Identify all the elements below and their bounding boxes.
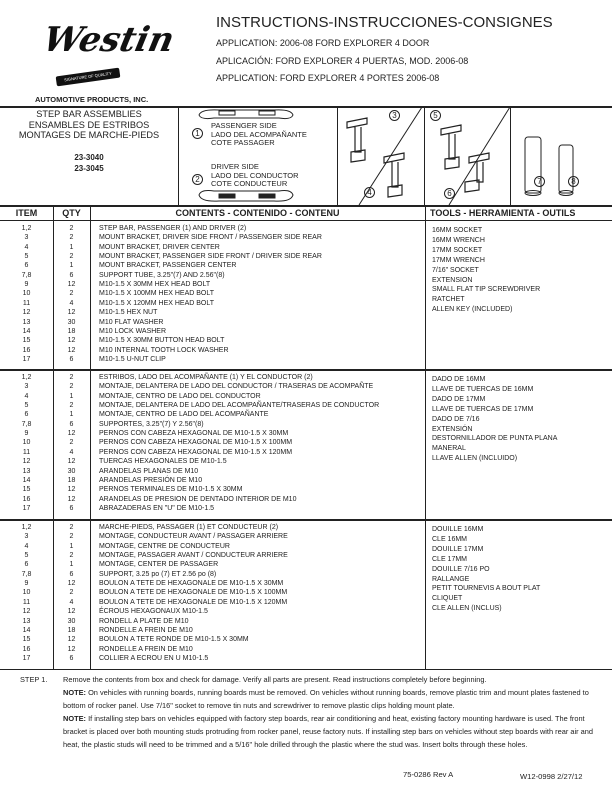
driver-side-label [211, 163, 299, 189]
item-description: M10-1.5 U-NUT CLIP [99, 355, 166, 363]
item-number: 10 [22, 290, 31, 298]
table-row [0, 253, 612, 262]
tool-item: MANERAL [432, 445, 466, 453]
item-qty: 12 [67, 430, 76, 438]
step-1-text [63, 673, 608, 751]
item-number: 10 [22, 439, 31, 447]
item-number: 4 [24, 392, 29, 400]
item-description: MONTAGE, PASSAGER AVANT / CONDUCTEUR ARRIERE [99, 552, 288, 560]
doc-code-date: W12-0998 2/27/12 [520, 772, 583, 781]
item-number: 16 [22, 346, 31, 354]
item-qty: 12 [67, 346, 76, 354]
item-number: 13 [22, 318, 31, 326]
item-description: RONDELL A PLATE DE M10 [99, 617, 189, 625]
item-number: 6 [24, 561, 29, 569]
item-qty: 1 [69, 392, 74, 400]
item-number: 1,2 [21, 225, 32, 232]
part-number: 23-3045 [74, 164, 104, 173]
tool-item: EXTENSIÓN [432, 425, 473, 433]
item-qty: 12 [67, 281, 76, 289]
item-description: MONTAJE, DELANTERA DE LADO DEL CONDUCTOR / TRASERAS DE ACOMPAÑTE [99, 383, 374, 391]
header-item: ITEM [15, 208, 38, 218]
assembly-name-fr: MONTAGES DE MARCHE-PIEDS [18, 130, 160, 140]
item-number: 9 [24, 580, 29, 588]
item-qty: 4 [69, 448, 74, 456]
item-number: 7,8 [21, 570, 32, 578]
application-en: APPLICATION: 2006-08 FORD EXPLORER 4 DOOR [216, 38, 430, 48]
item-description: MONTAJE, CENTRO DE LADO DEL CONDUCTOR [99, 392, 261, 400]
item-description: ESTRIBOS, LADO DEL ACOMPAÑANTE (1) Y EL CONDUCTOR (2) [99, 374, 313, 381]
table-row [0, 561, 612, 570]
tool-item: CLE ALLEN (INCLUS) [432, 605, 502, 613]
tool-item: 16MM WRENCH [432, 236, 485, 244]
callout-7: 7 [534, 176, 545, 187]
item-qty: 12 [67, 636, 76, 644]
item-description: RONDELLE A FREIN DE M10 [99, 645, 193, 653]
header-tools: TOOLS - HERRAMIENTA - OUTILS [430, 208, 576, 218]
item-qty: 30 [67, 617, 76, 625]
item-qty: 4 [69, 598, 74, 606]
label-en: DRIVER SIDE [211, 162, 259, 171]
tool-item: DADO DE 7/16 [432, 415, 480, 423]
item-description: MARCHE-PIEDS, PASSAGER (1) ET CONDUCTEUR (2) [99, 524, 279, 531]
item-qty: 1 [69, 561, 74, 569]
item-qty: 2 [69, 234, 74, 242]
item-number: 14 [22, 626, 31, 634]
table-row [0, 646, 612, 655]
item-qty: 12 [67, 495, 76, 503]
item-number: 14 [22, 327, 31, 335]
item-number: 5 [24, 552, 29, 560]
step-label: STEP 1. [20, 675, 48, 684]
item-number: 7,8 [21, 271, 32, 279]
table-row [0, 524, 612, 533]
item-description: BOULON A TETE DE HEXAGONALE DE M10-1.5 X 120MM [99, 598, 288, 606]
tool-item: CLE 16MM [432, 535, 468, 543]
item-qty: 6 [69, 654, 74, 662]
item-description: M10-1.5 X 120MM HEX HEAD BOLT [99, 299, 215, 307]
item-description: MOUNT BRACKET, DRIVER CENTER [99, 243, 220, 251]
item-qty: 2 [69, 524, 74, 531]
item-number: 9 [24, 281, 29, 289]
item-number: 11 [22, 598, 31, 606]
callout-6: 6 [444, 188, 455, 199]
item-description: ARANDELAS PRESIÓN DE M10 [99, 476, 203, 484]
tool-item: 17MM SOCKET [432, 246, 483, 254]
assembly-names [0, 109, 178, 141]
item-qty: 12 [67, 309, 76, 317]
item-number: 10 [22, 589, 31, 597]
note-1 [63, 686, 608, 712]
label-en: PASSENGER SIDE [211, 121, 277, 130]
label-es: LADO DEL CONDUCTOR [211, 170, 299, 180]
item-number: 11 [22, 299, 31, 307]
item-qty: 1 [69, 542, 74, 550]
divider [0, 519, 612, 521]
item-qty: 1 [69, 262, 74, 270]
item-qty: 18 [67, 476, 76, 484]
item-qty: 30 [67, 467, 76, 475]
item-description: MOUNT BRACKET, PASSENGER CENTER [99, 262, 237, 270]
label-fr: COTE CONDUCTEUR [211, 179, 288, 188]
part-numbers [0, 152, 178, 174]
tool-item: PETIT TOURNEVIS A BOUT PLAT [432, 585, 541, 593]
item-description: MOUNT BRACKET, PASSENGER SIDE FRONT / DRIVER SIDE REAR [99, 253, 322, 261]
tool-item: CLIQUET [432, 595, 463, 603]
table-row [0, 319, 612, 328]
item-description: SUPPORT, 3.25 po (7) ET 2.56 po (8) [99, 570, 217, 578]
item-description: MOUNT BRACKET, DRIVER SIDE FRONT / PASSENGER SIDE REAR [99, 234, 322, 242]
callout-5: 5 [430, 110, 441, 121]
item-qty: 18 [67, 626, 76, 634]
item-description: PERNOS CON CABEZA HEXAGONAL DE M10-1.5 X 100MM [99, 439, 293, 447]
header-qty: QTY [62, 208, 81, 218]
item-qty: 2 [69, 290, 74, 298]
item-number: 16 [22, 495, 31, 503]
tool-item: DADO DE 17MM [432, 395, 486, 403]
item-number: 6 [24, 411, 29, 419]
callout-2: 2 [192, 174, 203, 185]
item-number: 4 [24, 243, 29, 251]
table-row [0, 655, 612, 664]
table-row [0, 244, 612, 253]
item-qty: 6 [69, 355, 74, 363]
passenger-side-label [211, 122, 307, 148]
tool-item: DESTORNILLADOR DE PUNTA PLANA [432, 435, 558, 443]
item-description: ARANDELAS PLANAS DE M10 [99, 467, 199, 475]
item-description: COLLIER A ECROU EN U M10-1.5 [99, 654, 209, 662]
divider [0, 205, 612, 207]
item-description: STEP BAR, PASSENGER (1) AND DRIVER (2) [99, 225, 247, 232]
item-description: PERNOS TERMINALES DE M10-1.5 X 30MM [99, 486, 243, 494]
item-description: RONDELLE A FREIN DE M10 [99, 626, 193, 634]
divider [0, 669, 612, 670]
divider [0, 369, 612, 371]
item-description: MONTAGE, CENTRE DE CONDUCTEUR [99, 542, 230, 550]
item-qty: 12 [67, 580, 76, 588]
table-row [0, 374, 612, 383]
item-number: 3 [24, 383, 29, 391]
part-number: 23-3040 [74, 153, 104, 162]
callout-8: 8 [568, 176, 579, 187]
table-row [0, 262, 612, 271]
item-qty: 12 [67, 645, 76, 653]
item-number: 3 [24, 533, 29, 541]
tool-item: SMALL FLAT TIP SCREWDRIVER [432, 286, 541, 294]
label-fr: COTE PASSAGER [211, 138, 275, 147]
item-qty: 2 [69, 533, 74, 541]
item-description: M10 INTERNAL TOOTH LOCK WASHER [99, 346, 229, 354]
company-name: AUTOMOTIVE PRODUCTS, INC. [35, 95, 149, 104]
table-row [0, 337, 612, 346]
tool-item: 17MM WRENCH [432, 256, 485, 264]
item-qty: 2 [69, 374, 74, 381]
item-description: M10-1.5 HEX NUT [99, 309, 158, 317]
item-description: PERNOS CON CABEZA HEXAGONAL DE M10-1.5 X 30MM [99, 430, 289, 438]
item-qty: 12 [67, 337, 76, 345]
item-description: MONTAGE, CONDUCTEUR AVANT / PASSAGER ARRIERE [99, 533, 288, 541]
table-row [0, 552, 612, 561]
item-qty: 6 [69, 420, 74, 428]
item-qty: 12 [67, 458, 76, 466]
item-description: M10-1.5 X 100MM HEX HEAD BOLT [99, 290, 215, 298]
item-number: 4 [24, 542, 29, 550]
table-row [0, 458, 612, 467]
document-title: INSTRUCTIONS-INSTRUCCIONES-CONSIGNES [216, 14, 553, 31]
tool-item: 7/16" SOCKET [432, 266, 479, 274]
item-number: 5 [24, 253, 29, 261]
table-row [0, 347, 612, 356]
tool-item: CLE 17MM [432, 555, 468, 563]
label-es: LADO DEL ACOMPAÑANTE [211, 129, 307, 139]
table-row [0, 571, 612, 580]
item-number: 9 [24, 430, 29, 438]
item-number: 3 [24, 234, 29, 242]
item-qty: 2 [69, 225, 74, 232]
table-row [0, 309, 612, 318]
assembly-name-en: STEP BAR ASSEMBLIES [36, 109, 142, 119]
item-qty: 2 [69, 253, 74, 261]
item-qty: 6 [69, 504, 74, 512]
item-qty: 2 [69, 589, 74, 597]
tool-item: 16MM SOCKET [432, 227, 483, 234]
assembly-name-es: ENSAMBLES DE ESTRIBOS [28, 119, 150, 130]
tool-item: RATCHET [432, 296, 465, 304]
table-row [0, 599, 612, 608]
item-description: MONTAJE, CENTRO DE LADO DEL ACOMPAÑANTE [99, 411, 269, 419]
note-text: On vehicles with running boards, running boards must be removed. On vehicles without running boards, remove plastic trim and mount plates fastened to bottom of rocker panel. Use 7/16" socket to remove tin nuts and screwdriver to remove plastic clips holding mount plate. [63, 688, 589, 710]
item-number: 5 [24, 402, 29, 410]
tool-item: DOUILLE 7/16 PO [432, 565, 490, 573]
callout-4: 4 [364, 187, 375, 198]
item-qty: 2 [69, 402, 74, 410]
item-number: 17 [22, 504, 31, 512]
table-row [0, 543, 612, 552]
item-description: BOULON A TETE DE HEXAGONALE DE M10-1.5 X 30MM [99, 580, 284, 588]
table-row [0, 328, 612, 337]
support-tube-icon [525, 137, 573, 196]
note-label: NOTE: [63, 688, 86, 697]
table-row [0, 449, 612, 458]
note-text: If installing step bars on vehicles equipped with factory step boards, rear air conditioning and heat, existing factory mounting hardware is used. The front bracket is placed over both mounting studs protruding from rocker panel, reuse factory nuts. If installing step bars on vehicles without step boards with rear air and heat, the plastic studs will need to be trimmed and a 5/16" hole drilled through the plastic where the stud was. Insert bolts through these holes. [63, 714, 593, 749]
item-number: 15 [22, 636, 31, 644]
item-qty: 12 [67, 486, 76, 494]
item-number: 1,2 [21, 524, 32, 531]
header-contents: CONTENTS - CONTENIDO - CONTENU [175, 208, 340, 218]
table-row [0, 421, 612, 430]
item-number: 16 [22, 645, 31, 653]
table-row [0, 505, 612, 514]
table-row [0, 496, 612, 505]
item-number: 17 [22, 654, 31, 662]
tool-item: ALLEN KEY (INCLUDED) [432, 306, 513, 314]
table-row [0, 486, 612, 495]
item-description: M10-1.5 X 30MM BUTTON HEAD BOLT [99, 337, 225, 345]
item-number: 12 [22, 458, 31, 466]
item-description: BOULON A TETE RONDE DE M10-1.5 X 30MM [99, 636, 249, 644]
item-number: 13 [22, 467, 31, 475]
item-number: 1,2 [21, 374, 32, 381]
tool-item: LLAVE DE TUERCAS DE 16MM [432, 385, 534, 393]
tool-item: EXTENSION [432, 276, 473, 284]
item-description: M10-1.5 X 30MM HEX HEAD BOLT [99, 281, 211, 289]
table-row [0, 300, 612, 309]
item-description: MONTAJE, DELANTERA DE LADO DEL ACOMPAÑANTE/TRASERAS DE CONDUCTOR [99, 402, 380, 410]
table-row [0, 272, 612, 281]
item-qty: 18 [67, 327, 76, 335]
table-row [0, 533, 612, 542]
tool-item: LLAVE ALLEN (INCLUIDO) [432, 455, 518, 463]
item-qty: 6 [69, 271, 74, 279]
table-row [0, 234, 612, 243]
item-description: M10 LOCK WASHER [99, 327, 167, 335]
item-description: PERNOS CON CABEZA HEXAGONAL DE M10-1.5 X 120MM [99, 448, 293, 456]
item-qty: 2 [69, 552, 74, 560]
mount-bracket-icon [347, 118, 489, 197]
note-2 [63, 712, 608, 751]
table-row [0, 477, 612, 486]
item-description: SUPPORT TUBE, 3.25"(7) AND 2.56"(8) [99, 271, 225, 279]
item-qty: 4 [69, 299, 74, 307]
table-row [0, 636, 612, 645]
item-number: 7,8 [21, 420, 32, 428]
table-row [0, 618, 612, 627]
item-number: 15 [22, 486, 31, 494]
item-description: ABRAZADERAS EN "U" DE M10-1.5 [99, 504, 215, 512]
table-row [0, 468, 612, 477]
item-description: TUERCAS HEXAGONALES DE M10-1.5 [99, 458, 227, 466]
item-number: 12 [22, 608, 31, 616]
item-qty: 1 [69, 243, 74, 251]
tool-item: DADO DE 16MM [432, 376, 486, 383]
westin-logo: Westin SIGNATURE OF QUALITY [38, 12, 128, 92]
step-bar-passenger-icon [199, 110, 293, 119]
item-description: MONTAGE, CENTER DE PASSAGER [99, 561, 219, 569]
item-qty: 30 [67, 318, 76, 326]
item-description: ARANDELAS DE PRESION DE DENTADO INTERIOR DE M10 [99, 495, 297, 503]
item-description: ÉCROUS HEXAGONAUX M10-1.5 [99, 608, 208, 616]
table-row [0, 225, 612, 234]
item-description: SUPPORTES, 3.25"(7) Y 2.56"(8) [99, 420, 204, 428]
callout-3: 3 [389, 110, 400, 121]
step-bar-driver-icon [199, 191, 293, 202]
step-1-instruction: Remove the contents from box and check for damage. Verify all parts are present. Read instructions completely before beginning. [63, 675, 487, 684]
application-es: APLICACIÓN: FORD EXPLORER 4 PUERTAS, MOD. 2006-08 [216, 56, 469, 66]
doc-number: 75-0286 Rev A [403, 770, 454, 779]
callout-1: 1 [192, 128, 203, 139]
item-qty: 6 [69, 570, 74, 578]
item-description: BOULON A TETE DE HEXAGONALE DE M10-1.5 X 100MM [99, 589, 288, 597]
item-number: 12 [22, 309, 31, 317]
item-qty: 1 [69, 411, 74, 419]
tool-item: DOUILLE 16MM [432, 526, 484, 533]
item-description: M10 FLAT WASHER [99, 318, 164, 326]
item-number: 11 [22, 448, 31, 456]
tool-item: DOUILLE 17MM [432, 545, 484, 553]
item-number: 15 [22, 337, 31, 345]
application-fr: APPLICATION: FORD EXPLORER 4 PORTES 2006-08 [216, 73, 440, 83]
table-row [0, 356, 612, 365]
item-qty: 2 [69, 383, 74, 391]
item-number: 17 [22, 355, 31, 363]
item-number: 13 [22, 617, 31, 625]
tool-item: RALLANGE [432, 575, 470, 583]
table-row [0, 627, 612, 636]
tool-item: LLAVE DE TUERCAS DE 17MM [432, 405, 534, 413]
table-row [0, 608, 612, 617]
divider [0, 220, 612, 221]
item-qty: 12 [67, 608, 76, 616]
item-number: 6 [24, 262, 29, 270]
item-qty: 2 [69, 439, 74, 447]
note-label: NOTE: [63, 714, 86, 723]
item-number: 14 [22, 476, 31, 484]
